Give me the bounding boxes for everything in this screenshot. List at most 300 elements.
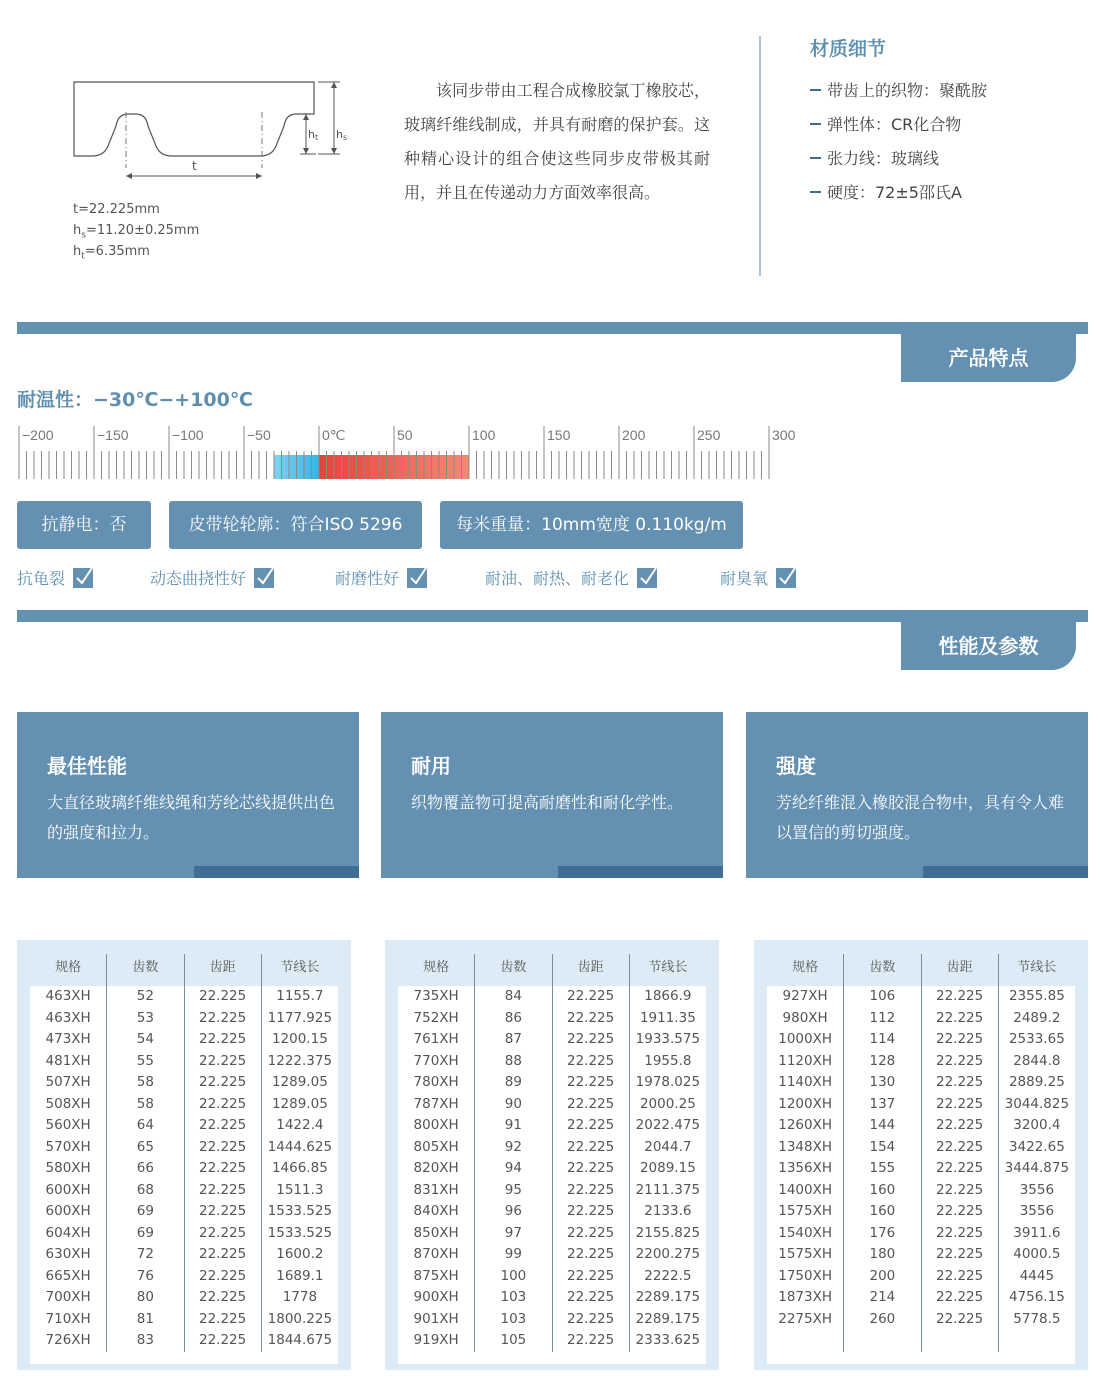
table-row	[30, 1223, 338, 1245]
column-header: 规格	[398, 954, 475, 986]
table-cell: 850XH	[398, 1223, 475, 1245]
table-cell: 1955.8	[644, 1052, 692, 1069]
table-cell: 103	[475, 1309, 552, 1331]
column-header: 规格	[30, 954, 107, 986]
table-cell: 600XH	[30, 1180, 107, 1202]
table-cell: 2044.7	[644, 1138, 692, 1155]
table-cell: 86	[475, 1008, 552, 1030]
table-cell: 580XH	[30, 1158, 107, 1180]
dim-label-ht: ht	[308, 128, 319, 142]
table-cell: 1348XH	[767, 1137, 844, 1159]
table-cell: 22.225	[922, 1051, 999, 1073]
table-cell: 112	[844, 1008, 921, 1030]
table-cell: 22.225	[922, 1029, 999, 1051]
table-row	[767, 1029, 1075, 1051]
table-cell: 64	[107, 1115, 184, 1137]
table-cell: 780XH	[398, 1072, 475, 1094]
table-cell: 22.225	[922, 1309, 999, 1331]
card-accent	[194, 866, 359, 878]
table-cell: 927XH	[767, 986, 844, 1008]
table-cell: 901XH	[398, 1309, 475, 1331]
card-title: 强度	[776, 754, 816, 778]
table-cell: 473XH	[30, 1029, 107, 1051]
table-header	[398, 954, 706, 986]
card-text: 大直径玻璃纤维线绳和芳纶芯线提供出色的强度和拉力。	[47, 793, 336, 842]
table-cell: 22.225	[922, 1201, 999, 1223]
table-row	[30, 1201, 338, 1223]
table-cell: 22.225	[553, 1051, 630, 1073]
table-cell: 463XH	[30, 986, 107, 1008]
table-cell: 875XH	[398, 1266, 475, 1288]
table-cell: 55	[107, 1051, 184, 1073]
table-cell: 22.225	[922, 1266, 999, 1288]
table-cell: 4000.5	[1013, 1246, 1061, 1262]
table-cell: 52	[107, 986, 184, 1008]
table-cell: 1533.525	[267, 1203, 333, 1219]
table-cell: 2289.175	[635, 1289, 701, 1305]
table-cell: 770XH	[398, 1051, 475, 1073]
table-row	[767, 1287, 1075, 1309]
table-cell: 560XH	[30, 1115, 107, 1137]
table-cell: 831XH	[398, 1180, 475, 1202]
table-cell: 1800.225	[267, 1310, 333, 1327]
table-cell: 1533.525	[267, 1224, 333, 1241]
column-header: 规格	[767, 954, 844, 986]
table-cell: 919XH	[398, 1330, 475, 1352]
table-cell: 22.225	[553, 1266, 630, 1288]
table-cell: 4445	[1019, 1267, 1055, 1284]
card-accent	[558, 866, 723, 878]
table-cell: 22.225	[553, 1115, 630, 1137]
table-row	[30, 1115, 338, 1137]
table-cell: 22.225	[922, 1223, 999, 1245]
spec-table-2	[385, 940, 719, 1370]
scale-label: −200	[22, 427, 54, 443]
table-cell: 1466.85	[271, 1160, 328, 1176]
table-row	[30, 1072, 338, 1094]
table-cell: 22.225	[185, 1008, 262, 1030]
table-cell: 2275XH	[767, 1309, 844, 1331]
spec-table-1	[17, 940, 351, 1370]
spec-total-height: $h_s=11.20\pm 0.25mm$	[73, 223, 200, 241]
belt-profile-diagram	[60, 70, 360, 190]
table-cell: 22.225	[922, 1094, 999, 1116]
table-cell: 2889.25	[1008, 1074, 1065, 1090]
table-cell: 1140XH	[767, 1072, 844, 1094]
column-header: 节线长	[1017, 960, 1057, 975]
table-cell: 1511.3	[276, 1181, 324, 1198]
table-cell: 69	[107, 1223, 184, 1245]
table-cell: 1689.1	[276, 1267, 324, 1284]
column-header: 齿距	[922, 954, 999, 986]
table-cell: 97	[475, 1223, 552, 1245]
table-cell: 1260XH	[767, 1115, 844, 1137]
table-row	[398, 1158, 706, 1180]
table-row	[398, 986, 706, 1008]
table-cell: 630XH	[30, 1244, 107, 1266]
table-cell: 103	[475, 1287, 552, 1309]
table-cell: 1356XH	[767, 1158, 844, 1180]
table-cell: 2111.375	[635, 1181, 701, 1198]
table-row	[767, 1072, 1075, 1094]
table-cell: 570XH	[30, 1137, 107, 1159]
table-row	[30, 1094, 338, 1116]
table-cell: 22.225	[922, 1115, 999, 1137]
card-accent	[923, 866, 1088, 878]
checkbox-checked-icon	[637, 568, 657, 588]
table-cell: 2222.5	[644, 1267, 692, 1284]
dim-label-t: t	[192, 159, 197, 173]
table-cell: 128	[844, 1051, 921, 1073]
table-row	[767, 1115, 1075, 1137]
table-row	[30, 1180, 338, 1202]
table-cell: 1844.675	[267, 1332, 333, 1348]
table-cell: 214	[844, 1287, 921, 1309]
table-cell: 1778	[282, 1289, 318, 1305]
table-cell: 1120XH	[767, 1051, 844, 1073]
spec-pitch: t=22.225mm	[73, 202, 160, 217]
table-cell: 22.225	[922, 1008, 999, 1030]
table-cell: 2155.825	[635, 1224, 701, 1241]
table-row	[30, 1309, 338, 1331]
table-cell: 1978.025	[635, 1074, 701, 1090]
table-cell: 1540XH	[767, 1223, 844, 1245]
table-cell: 81	[107, 1309, 184, 1331]
table-cell: 1750XH	[767, 1266, 844, 1288]
table-cell: 137	[844, 1094, 921, 1116]
table-cell: 840XH	[398, 1201, 475, 1223]
table-row	[767, 1051, 1075, 1073]
table-cell: 1155.7	[276, 988, 324, 1004]
material-title: 材质细节	[810, 38, 887, 60]
table-cell: 180	[844, 1244, 921, 1266]
table-cell: 22.225	[185, 1158, 262, 1180]
table-row	[767, 1309, 1075, 1331]
table-row	[767, 1008, 1075, 1030]
table-row	[767, 1137, 1075, 1159]
table-cell: 3200.4	[1013, 1117, 1061, 1133]
table-cell: 22.225	[922, 1287, 999, 1309]
table-cell: 22.225	[553, 1309, 630, 1331]
table-cell	[999, 1330, 1075, 1352]
table-cell: 22.225	[553, 1094, 630, 1116]
table-row	[767, 1094, 1075, 1116]
dash-icon	[810, 191, 821, 193]
feature-card-performance	[17, 712, 359, 878]
table-cell: 2489.2	[1013, 1009, 1061, 1026]
table-cell: 22.225	[185, 1309, 262, 1331]
table-row	[767, 1244, 1075, 1266]
table-cell: 22.225	[185, 1072, 262, 1094]
table-cell: 22.225	[922, 986, 999, 1008]
temperature-scale	[17, 424, 796, 482]
table-cell: 87	[475, 1029, 552, 1051]
card-text: 芳纶纤维混入橡胶混合物中，具有令人难以置信的剪切强度。	[776, 793, 1065, 842]
table-cell: 144	[844, 1115, 921, 1137]
table-row	[398, 1266, 706, 1288]
section-tab-params: 性能及参数	[901, 622, 1076, 670]
table-cell: 900XH	[398, 1287, 475, 1309]
table-cell: 58	[107, 1094, 184, 1116]
table-cell: 76	[107, 1266, 184, 1288]
table-cell: 1400XH	[767, 1180, 844, 1202]
table-cell: 99	[475, 1244, 552, 1266]
table-cell: 22.225	[185, 1029, 262, 1051]
table-cell: 176	[844, 1223, 921, 1245]
table-cell: 1289.05	[271, 1074, 328, 1090]
scale-label: 250	[697, 427, 721, 443]
table-cell: 69	[107, 1201, 184, 1223]
card-title: 最佳性能	[47, 754, 127, 778]
table-cell: 735XH	[398, 986, 475, 1008]
table-cell: 1000XH	[767, 1029, 844, 1051]
table-row	[398, 1180, 706, 1202]
table-cell: 94	[475, 1158, 552, 1180]
product-intro-text: 该同步带由工程合成橡胶氯丁橡胶芯，玻璃纤维线制成，并具有耐磨的保护套。这种精心设计的组合使这些同步皮带极其耐用，并且在传递动力方面效率很高。	[404, 81, 710, 202]
table-row	[30, 1244, 338, 1266]
table-cell: 89	[475, 1072, 552, 1094]
feature-card-strength	[746, 712, 1088, 878]
table-cell: 5778.5	[1013, 1310, 1061, 1327]
scale-label: 300	[772, 427, 796, 443]
table-cell: 53	[107, 1008, 184, 1030]
table-cell: 3444.875	[1004, 1160, 1070, 1176]
table-cell: 100	[475, 1266, 552, 1288]
table-cell: 752XH	[398, 1008, 475, 1030]
table-cell: 1200.15	[271, 1031, 328, 1047]
spec-table-3	[754, 940, 1088, 1370]
table-row	[30, 1158, 338, 1180]
table-cell: 130	[844, 1072, 921, 1094]
scale-label: 0℃	[322, 427, 346, 443]
table-cell: 1289.05	[271, 1095, 328, 1112]
table-cell: 114	[844, 1029, 921, 1051]
table-cell: 54	[107, 1029, 184, 1051]
material-item: 硬度：72±5邵氏A	[810, 176, 987, 210]
table-row	[30, 1330, 338, 1352]
table-row	[767, 1330, 1075, 1352]
table-cell: 787XH	[398, 1094, 475, 1116]
table-cell: 154	[844, 1137, 921, 1159]
table-cell: 726XH	[30, 1330, 107, 1352]
table-row	[30, 1051, 338, 1073]
section-bar-params	[17, 610, 1088, 658]
card-title: 耐用	[411, 754, 451, 778]
table-cell: 3422.65	[1008, 1138, 1065, 1155]
table-cell: 2000.25	[639, 1095, 696, 1112]
table-cell: 22.225	[553, 1287, 630, 1309]
weight-badge: 每米重量：10mm宽度 0.110kg/m	[440, 501, 743, 549]
table-cell: 22.225	[922, 1072, 999, 1094]
material-list	[810, 74, 987, 210]
table-row	[30, 1287, 338, 1309]
table-row	[398, 1094, 706, 1116]
table-row	[398, 1072, 706, 1094]
table-cell: 3556	[1019, 1203, 1055, 1219]
column-header: 齿数	[475, 954, 552, 986]
vertical-divider	[759, 36, 761, 276]
table-cell: 22.225	[185, 1223, 262, 1245]
table-cell: 22.225	[553, 1029, 630, 1051]
table-row	[767, 1180, 1075, 1202]
table-cell: 65	[107, 1137, 184, 1159]
table-cell: 870XH	[398, 1244, 475, 1266]
checkbox-checked-icon	[254, 568, 274, 588]
antistatic-badge: 抗静电：否	[17, 501, 151, 549]
check-ozone-resistance: 耐臭氧	[720, 566, 796, 589]
table-header	[767, 954, 1075, 986]
table-cell: 600XH	[30, 1201, 107, 1223]
table-cell: 710XH	[30, 1309, 107, 1331]
table-row	[30, 1266, 338, 1288]
table-cell: 84	[475, 986, 552, 1008]
table-cell: 800XH	[398, 1115, 475, 1137]
table-cell: 4756.15	[1008, 1289, 1065, 1305]
table-cell: 58	[107, 1072, 184, 1094]
table-cell: 1222.375	[267, 1052, 333, 1069]
scale-label: 200	[622, 427, 646, 443]
table-cell: 95	[475, 1180, 552, 1202]
table-cell: 481XH	[30, 1051, 107, 1073]
check-flex-resistance: 动态曲挠性好	[150, 566, 274, 589]
table-row	[767, 1158, 1075, 1180]
dash-icon	[810, 89, 821, 91]
table-cell: 3044.825	[1004, 1095, 1070, 1112]
scale-label: −100	[172, 427, 204, 443]
table-cell: 1873XH	[767, 1287, 844, 1309]
table-cell: 22.225	[185, 1244, 262, 1266]
dim-label-hs: hs	[336, 128, 348, 142]
table-cell: 22.225	[553, 1244, 630, 1266]
table-cell: 22.225	[922, 1244, 999, 1266]
table-cell: 22.225	[553, 1008, 630, 1030]
column-header: 节线长	[648, 960, 688, 975]
table-cell: 22.225	[185, 1137, 262, 1159]
column-header: 节线长	[280, 960, 320, 975]
table-cell: 604XH	[30, 1223, 107, 1245]
table-cell: 1866.9	[644, 988, 692, 1004]
table-cell: 1575XH	[767, 1244, 844, 1266]
table-row	[30, 986, 338, 1008]
table-cell: 22.225	[553, 1330, 630, 1352]
table-row	[30, 1008, 338, 1030]
check-crack-resistance: 抗龟裂	[17, 566, 93, 589]
table-row	[398, 1309, 706, 1331]
table-cell: 22.225	[553, 1180, 630, 1202]
table-cell: 1422.4	[276, 1117, 324, 1133]
table-cell: 22.225	[553, 986, 630, 1008]
table-cell: 160	[844, 1201, 921, 1223]
scale-label: 100	[472, 427, 496, 443]
table-cell: 22.225	[553, 1072, 630, 1094]
table-cell: 805XH	[398, 1137, 475, 1159]
table-row	[30, 1137, 338, 1159]
table-row	[398, 1137, 706, 1159]
check-abrasion-resistance: 耐磨性好	[335, 566, 427, 589]
table-cell: 665XH	[30, 1266, 107, 1288]
section-bar-features	[17, 322, 1088, 370]
table-cell: 1200XH	[767, 1094, 844, 1116]
table-cell: 22.225	[185, 1266, 262, 1288]
table-cell: 2355.85	[1008, 988, 1065, 1004]
table-cell: 92	[475, 1137, 552, 1159]
table-cell	[922, 1330, 999, 1352]
scale-label: −50	[247, 427, 271, 443]
table-cell: 2089.15	[639, 1160, 696, 1176]
table-cell: 90	[475, 1094, 552, 1116]
table-cell: 160	[844, 1180, 921, 1202]
table-cell: 83	[107, 1330, 184, 1352]
table-cell: 2133.6	[644, 1203, 692, 1219]
table-cell: 1444.625	[267, 1138, 333, 1155]
column-header: 齿数	[844, 954, 921, 986]
table-cell: 2533.65	[1008, 1031, 1065, 1047]
table-cell: 22.225	[185, 1201, 262, 1223]
table-cell: 80	[107, 1287, 184, 1309]
table-cell: 22.225	[553, 1223, 630, 1245]
table-cell: 22.225	[185, 1094, 262, 1116]
table-cell	[767, 1330, 844, 1352]
scale-label: 150	[547, 427, 571, 443]
table-cell: 88	[475, 1051, 552, 1073]
table-row	[398, 1201, 706, 1223]
table-cell	[844, 1330, 921, 1352]
table-cell: 22.225	[553, 1158, 630, 1180]
section-tab-features: 产品特点	[901, 334, 1076, 382]
table-cell: 2022.475	[635, 1117, 701, 1133]
table-row	[398, 1008, 706, 1030]
material-item: 带齿上的织物：聚酰胺	[810, 74, 987, 108]
table-cell: 761XH	[398, 1029, 475, 1051]
table-cell: 463XH	[30, 1008, 107, 1030]
table-row	[398, 1244, 706, 1266]
table-row	[30, 1029, 338, 1051]
table-cell: 980XH	[767, 1008, 844, 1030]
table-row	[398, 1029, 706, 1051]
table-cell: 22.225	[553, 1137, 630, 1159]
table-row	[398, 1223, 706, 1245]
dash-icon	[810, 123, 821, 125]
checkbox-checked-icon	[776, 568, 796, 588]
column-header: 齿距	[185, 954, 262, 986]
table-cell: 700XH	[30, 1287, 107, 1309]
table-cell: 22.225	[922, 1137, 999, 1159]
table-cell: 22.225	[185, 1051, 262, 1073]
table-cell: 1177.925	[267, 1009, 333, 1026]
table-cell: 820XH	[398, 1158, 475, 1180]
table-row	[398, 1051, 706, 1073]
table-cell: 68	[107, 1180, 184, 1202]
checkbox-checked-icon	[73, 568, 93, 588]
column-header: 齿距	[553, 954, 630, 986]
table-header	[30, 954, 338, 986]
table-cell: 507XH	[30, 1072, 107, 1094]
table-cell: 2333.625	[635, 1332, 701, 1348]
spec-tooth-height: $h_t=6.35mm$	[73, 244, 150, 262]
table-cell: 1911.35	[639, 1009, 696, 1026]
table-cell: 22.225	[185, 1330, 262, 1352]
table-cell: 22.225	[553, 1201, 630, 1223]
temperature-title: 耐温性：−30℃−+100℃	[17, 389, 253, 411]
table-row	[398, 1115, 706, 1137]
table-cell: 508XH	[30, 1094, 107, 1116]
table-cell: 22.225	[185, 1115, 262, 1137]
table-cell: 260	[844, 1309, 921, 1331]
scale-label: 50	[397, 427, 413, 443]
table-cell: 200	[844, 1266, 921, 1288]
table-cell: 1933.575	[635, 1031, 701, 1047]
column-header: 齿数	[107, 954, 184, 986]
